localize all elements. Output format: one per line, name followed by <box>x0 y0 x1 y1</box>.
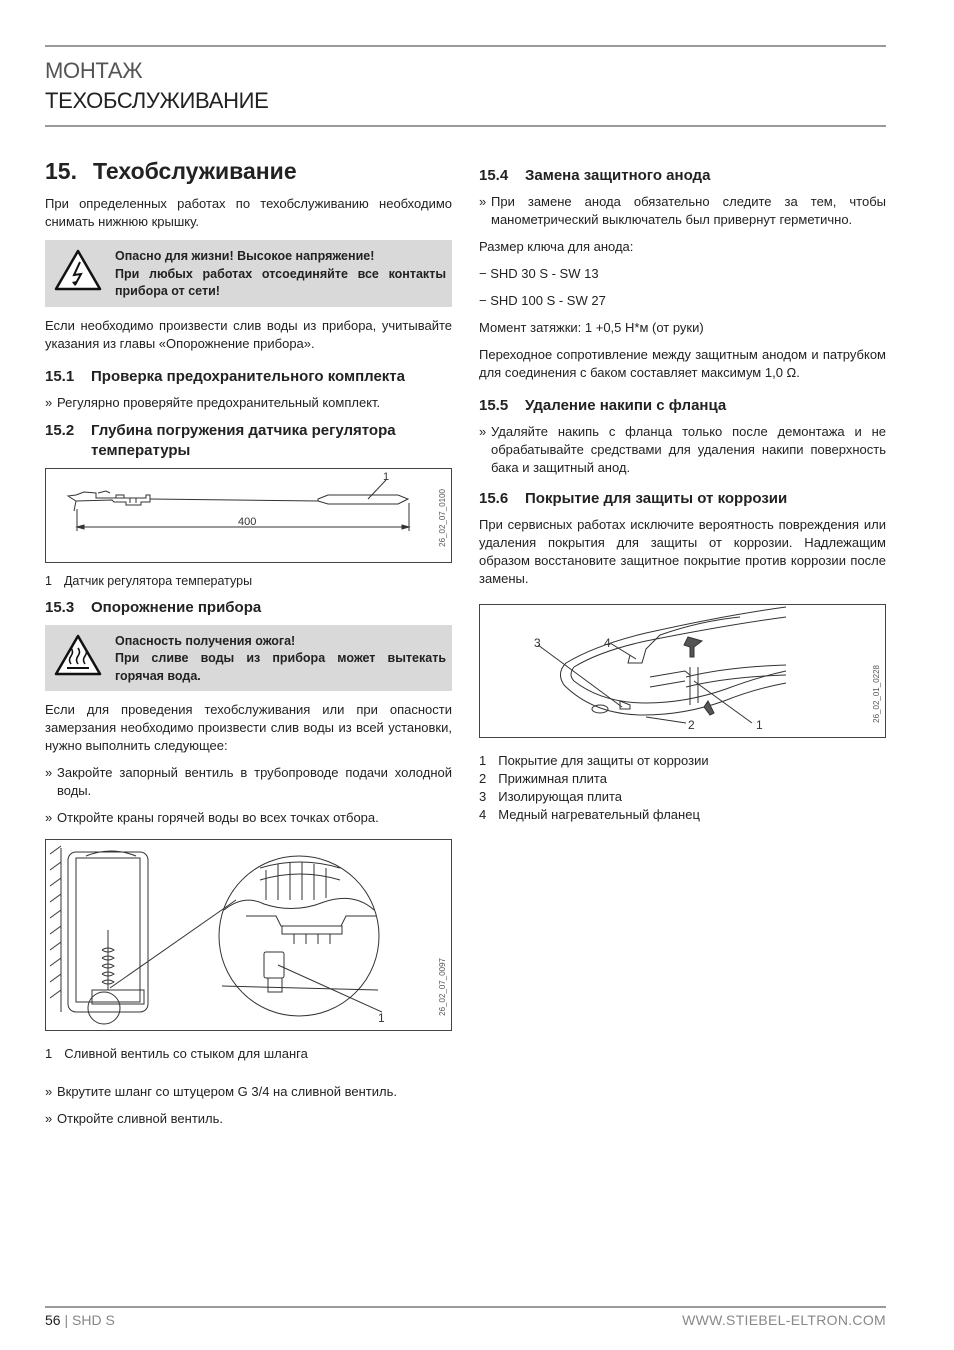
section-title: Техобслуживание <box>92 158 297 184</box>
section-number: 15.4 <box>479 167 509 184</box>
high-voltage-warning-icon <box>53 248 103 292</box>
drain-valve-drawing <box>46 840 453 1030</box>
section-number: 15.2 <box>45 421 75 439</box>
footer-page-info: 56 | SHD S <box>45 1312 115 1328</box>
legend-text: Сливной вентиль со стыком для шланга <box>64 1046 308 1061</box>
figure-legend-item <box>479 752 886 770</box>
bullet-text: Вкрутите шланг со штуцером G 3/4 на сливной вентиль. <box>57 1084 397 1099</box>
bullet-marker: » <box>45 1084 53 1099</box>
bullet-item <box>479 193 886 229</box>
section-number: 15. <box>45 158 77 184</box>
figure-id: 26_02_07_0100 <box>438 488 447 547</box>
header-section: МОНТАЖ <box>45 58 143 83</box>
bullet-text: Удаляйте накипь с фланца только после демонтажа и не обрабатывайте средствами для удаления накипи поверхность бака и защитный анод. <box>491 424 886 475</box>
legend-text: Прижимная плита <box>498 771 607 786</box>
figure-id: 26_02_07_0097 <box>438 958 447 1016</box>
warning-title: Опасно для жизни! Высокое напряжение! <box>115 249 375 263</box>
coating-text: При сервисных работах исключите вероятность повреждения или удаления покрытия для защиты от коррозии. Надлежащим образом восстановите защитное покрытие против коррозии после замены. <box>479 517 886 586</box>
warning-text: При любых работах отсоединяйте все контакты прибора от сети! <box>115 266 446 298</box>
footer-website: WWW.STIEBEL-ELTRON.COM <box>682 1312 886 1328</box>
legend-number: 4 <box>479 807 487 822</box>
bullet-item <box>479 423 886 477</box>
burn-warning <box>45 625 452 692</box>
figure-legend-item <box>45 572 452 590</box>
legend-number: 3 <box>479 789 487 804</box>
hot-surface-warning-icon <box>53 633 103 677</box>
bullet-item <box>45 809 452 827</box>
figure-callout: 3 <box>534 636 541 650</box>
bullet-text: Регулярно проверяйте предохранительный комплект. <box>57 394 381 410</box>
legend-number: 1 <box>45 1046 53 1061</box>
section-15-4-heading <box>479 166 886 186</box>
right-column <box>479 166 886 824</box>
section-number: 15.5 <box>479 397 509 414</box>
legend-text: Изолирующая плита <box>498 789 623 804</box>
legend-text: Медный нагревательный фланец <box>498 807 700 822</box>
section-15-1-heading <box>45 367 452 387</box>
figure-legend-item <box>479 770 886 788</box>
bullet-text: Откройте краны горячей воды во всех точках отбора. <box>57 810 379 825</box>
flange-drawing <box>480 605 887 737</box>
bullet-item <box>45 764 452 800</box>
figure-id: 26_02_01_0228 <box>872 665 881 723</box>
section-title: Глубина погружения датчика регулятора температуры <box>91 421 396 459</box>
section-title: Удаление накипи с фланца <box>525 397 727 414</box>
page-number: 56 <box>45 1312 61 1328</box>
figure-callout: 2 <box>688 718 695 732</box>
flange-figure <box>479 604 886 738</box>
bullet-item <box>45 394 452 412</box>
figure-callout: 1 <box>378 1011 385 1025</box>
header-subsection: ТЕХОБСЛУЖИВАНИЕ <box>45 88 269 113</box>
figure-callout: 1 <box>756 718 763 732</box>
document-name: SHD S <box>72 1312 115 1328</box>
figure-callout: 4 <box>604 636 611 650</box>
figure-callout: 1 <box>383 470 390 483</box>
warning-title: Опасность получения ожога! <box>115 633 296 648</box>
bullet-text: Откройте сливной вентиль. <box>57 1111 224 1126</box>
bullet-marker: » <box>479 194 487 209</box>
header-top-rule <box>45 45 886 47</box>
bullet-item <box>45 1110 452 1128</box>
left-column <box>45 158 452 1137</box>
bullet-marker: » <box>45 810 53 825</box>
section-15-heading <box>45 158 452 185</box>
figure-legend-item <box>45 1045 452 1063</box>
bullet-marker: » <box>479 424 487 439</box>
figure-legend-item <box>479 788 886 806</box>
resistance-text: Переходное сопротивление между защитным анодом и патрубком для соединения с баком составляет максимум 1,0 Ω. <box>479 347 886 380</box>
drain-note: Если необходимо произвести слив воды из прибора, учитывайте указания из главы «Опорожнение прибора». <box>45 317 452 351</box>
legend-number: 1 <box>45 573 52 588</box>
section-title: Проверка предохранительного комплекта <box>91 367 405 385</box>
legend-number: 1 <box>479 753 487 768</box>
warning-text: При сливе воды из прибора может вытекать горячая вода. <box>115 651 446 683</box>
torque-text: Момент затяжки: 1 +0,5 Н*м (от руки) <box>479 320 704 335</box>
bullet-marker: » <box>45 765 53 780</box>
bullet-marker: » <box>45 1111 53 1126</box>
section-15-5-heading <box>479 396 886 416</box>
header-bottom-rule <box>45 125 886 127</box>
key-size-100: − SHD 100 S - SW 27 <box>479 293 606 308</box>
legend-text: Датчик регулятора температуры <box>63 573 253 588</box>
flange-legend <box>479 752 886 824</box>
footer-rule <box>45 1306 886 1308</box>
legend-number: 2 <box>479 771 487 786</box>
bullet-item <box>45 1083 452 1101</box>
key-size-30: − SHD 30 S - SW 13 <box>479 266 599 281</box>
figure-legend-item <box>479 806 886 824</box>
drain-valve-figure <box>45 839 452 1031</box>
figure-dimension: 400 <box>238 515 257 528</box>
section-number: 15.6 <box>479 490 509 507</box>
legend-text: Покрытие для защиты от коррозии <box>498 753 709 768</box>
bullet-text: Закройте запорный вентиль в трубопроводе подачи холодной воды. <box>57 765 452 798</box>
key-size-label: Размер ключа для анода: <box>479 239 634 254</box>
section-number: 15.1 <box>45 367 75 385</box>
section-number: 15.3 <box>45 598 75 616</box>
section-title: Замена защитного анода <box>525 167 711 184</box>
section-15-intro: При определенных работах по техобслуживанию необходимо снимать нижнюю крышку. <box>45 196 452 229</box>
high-voltage-warning <box>45 240 452 307</box>
bullet-marker: » <box>45 394 53 410</box>
bullet-text: При замене анода обязательно следите за тем, чтобы манометрический выключатель был привернут герметично. <box>491 194 886 227</box>
sensor-drawing <box>46 469 453 562</box>
drain-intro: Если для проведения техобслуживания или при опасности замерзания необходимо произвести слив воды из всей установки, нужно выполнить следующее: <box>45 702 452 753</box>
section-title: Опорожнение прибора <box>91 598 262 616</box>
section-15-6-heading <box>479 489 886 509</box>
section-15-2-heading <box>45 421 452 461</box>
sensor-figure <box>45 468 452 563</box>
section-15-3-heading <box>45 598 452 618</box>
section-title: Покрытие для защиты от коррозии <box>525 490 788 507</box>
